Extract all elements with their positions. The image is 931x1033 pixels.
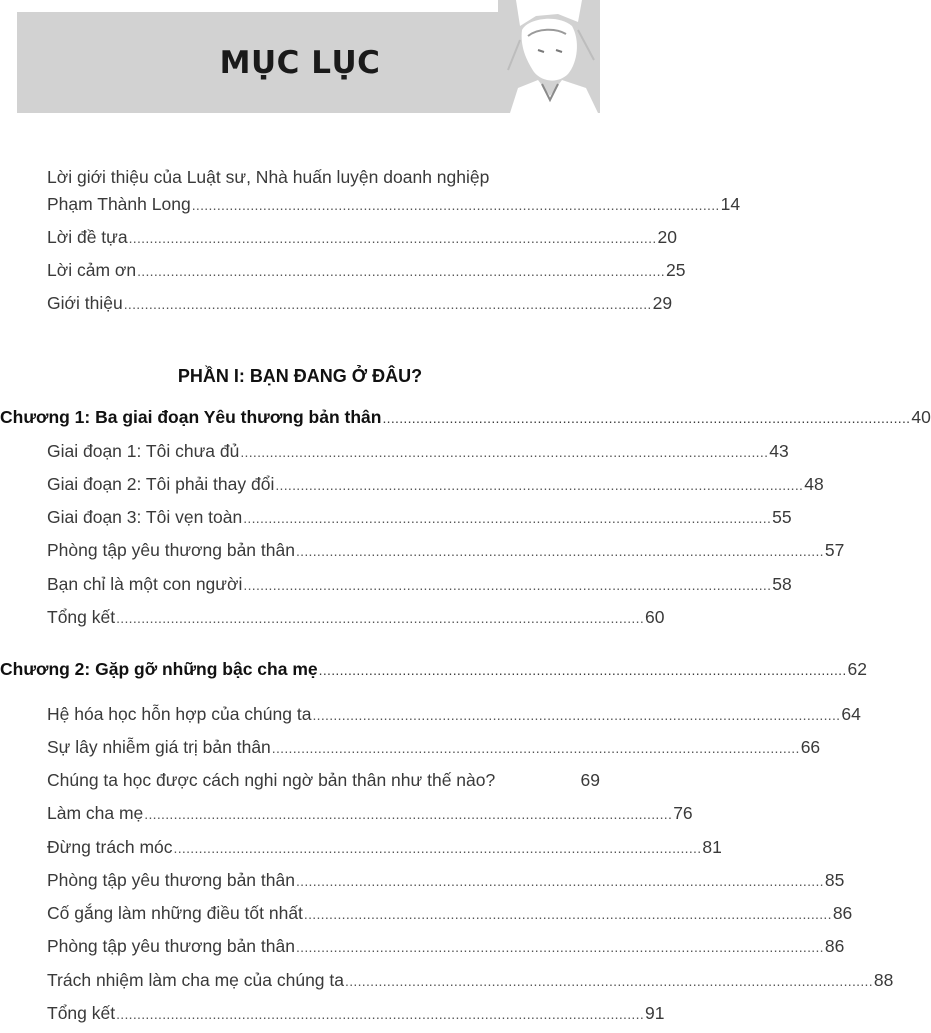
chapter-page: 40 — [911, 407, 931, 427]
chapter-1-entry[interactable] — [0, 407, 931, 437]
toc-entry-page: 43 — [769, 441, 789, 461]
toc-entry-label: Giai đoạn 2: Tôi phải thay đổi — [47, 474, 275, 494]
dot-leader: .............................................................................................................................. — [345, 973, 873, 989]
chapter-2-entry[interactable] — [0, 659, 867, 689]
toc-entry-page: 81 — [702, 837, 722, 857]
dot-leader: .............................................................................................................................. — [243, 510, 772, 526]
dot-leader: .............................................................................................................................. — [271, 740, 800, 756]
toc-entry[interactable] — [47, 704, 861, 734]
toc-entry[interactable] — [47, 837, 722, 867]
toc-entry-page: 29 — [652, 293, 673, 313]
dot-leader: .............................................................................................................................. — [295, 873, 824, 889]
chapter-page: 62 — [847, 659, 867, 679]
toc-entry-page: 60 — [645, 607, 665, 627]
toc-entry[interactable] — [47, 903, 853, 933]
toc-entry-label: Lời đề tựa — [47, 227, 128, 247]
dot-leader: .............................................................................................................................. — [116, 1006, 645, 1022]
toc-entry-page: 48 — [804, 474, 824, 494]
dot-leader: .............................................................................................................................. — [243, 577, 772, 593]
toc-entry[interactable] — [47, 194, 741, 224]
toc-entry-page: 86 — [832, 903, 853, 923]
toc-entry-page: 25 — [666, 260, 686, 280]
toc-entry-label: Phòng tập yêu thương bản thân — [47, 870, 295, 890]
portrait-illustration — [498, 0, 600, 113]
toc-entry-line1: Lời giới thiệu của Luật sư, Nhà huấn luyện doanh nghiệp — [47, 167, 490, 187]
dot-leader: .............................................................................................................................. — [173, 840, 702, 856]
toc-entry-label: Tổng kết — [47, 1003, 116, 1023]
dot-leader: .............................................................................................................................. — [318, 662, 847, 678]
toc-entry-page: 88 — [873, 970, 894, 990]
toc-entry[interactable] — [47, 970, 894, 1000]
toc-entry[interactable] — [47, 870, 845, 900]
toc-entry[interactable] — [47, 474, 824, 504]
toc-entry-page: 76 — [673, 803, 693, 823]
dot-leader: .............................................................................................................................. — [275, 477, 804, 493]
toc-entry-label: Bạn chỉ là một con người — [47, 574, 243, 594]
toc-entry-label: Chúng ta học được cách nghi ngờ bản thân như thế nào? — [47, 770, 496, 790]
toc-entry-page: 69 — [580, 770, 600, 790]
chapter-label: Chương 2: Gặp gỡ những bậc cha mẹ — [0, 659, 318, 679]
page-title: MỤC LỤC — [219, 45, 381, 81]
toc-entry-page: 14 — [720, 194, 741, 214]
chapter-label: Chương 1: Ba giai đoạn Yêu thương bản thân — [0, 407, 382, 427]
toc-entry-label: Tổng kết — [47, 607, 116, 627]
dot-leader: .............................................................................................................................. — [123, 296, 652, 312]
toc-entry[interactable] — [47, 540, 845, 570]
toc-entry-label: Lời cảm ơn — [47, 260, 137, 280]
dot-leader: .............................................................................................................................. — [116, 610, 645, 626]
dot-leader: .............................................................................................................................. — [137, 263, 665, 279]
toc-entry[interactable] — [47, 737, 821, 767]
toc-entry-label: Giới thiệu — [47, 293, 123, 313]
toc-entry-label: Giai đoạn 3: Tôi vẹn toàn — [47, 507, 243, 527]
toc-entry-label: Trách nhiệm làm cha mẹ của chúng ta — [47, 970, 344, 990]
toc-entry-page: 85 — [824, 870, 845, 890]
toc-entry-page: 20 — [657, 227, 677, 247]
toc-entry[interactable] — [47, 770, 600, 800]
toc-entry-page: 66 — [800, 737, 821, 757]
toc-entry-label: Đừng trách móc — [47, 837, 173, 857]
dot-leader: .............................................................................................................................. — [295, 543, 824, 559]
toc-entry-page: 64 — [841, 704, 861, 724]
toc-entry-label: Cố gắng làm những điều tốt nhất — [47, 903, 303, 923]
toc-entry-page: 58 — [772, 574, 792, 594]
dot-leader: .............................................................................................................................. — [303, 906, 832, 922]
toc-entry[interactable] — [47, 507, 792, 537]
toc-entry[interactable] — [47, 293, 673, 323]
toc-entry-page: 55 — [772, 507, 792, 527]
toc-entry[interactable] — [47, 574, 792, 604]
toc-entry[interactable] — [47, 936, 845, 966]
toc-entry-page: 91 — [645, 1003, 665, 1023]
dot-leader: .............................................................................................................................. — [312, 707, 841, 723]
toc-entry-label: Sự lây nhiễm giá trị bản thân — [47, 737, 271, 757]
toc-entry[interactable] — [47, 260, 686, 290]
dot-leader: .............................................................................................................................. — [240, 444, 769, 460]
toc-entry[interactable] — [47, 227, 677, 257]
toc-entry[interactable] — [47, 441, 789, 471]
dot-leader: .............................................................................................................................. — [191, 197, 720, 213]
toc-entry[interactable] — [47, 607, 665, 637]
toc-entry[interactable] — [47, 1003, 665, 1033]
toc-entry-label: Giai đoạn 1: Tôi chưa đủ — [47, 441, 240, 461]
dot-leader: .............................................................................................................................. — [144, 806, 673, 822]
toc-entry-label: Phòng tập yêu thương bản thân — [47, 540, 295, 560]
part-heading: PHẦN I: BẠN ĐANG Ở ĐÂU? — [177, 366, 423, 386]
toc-entry-page: 86 — [824, 936, 845, 956]
toc-entry-page: 57 — [824, 540, 845, 560]
dot-leader: .............................................................................................................................. — [382, 410, 911, 426]
dot-leader: .............................................................................................................................. — [128, 230, 657, 246]
toc-entry[interactable] — [47, 803, 693, 833]
toc-entry-label: Phòng tập yêu thương bản thân — [47, 936, 295, 956]
dot-leader: .............................................................................................................................. — [295, 939, 824, 955]
toc-entry-label: Hệ hóa học hỗn hợp của chúng ta — [47, 704, 312, 724]
toc-entry-label: Làm cha mẹ — [47, 803, 144, 823]
toc-entry-label: Phạm Thành Long — [47, 194, 191, 214]
